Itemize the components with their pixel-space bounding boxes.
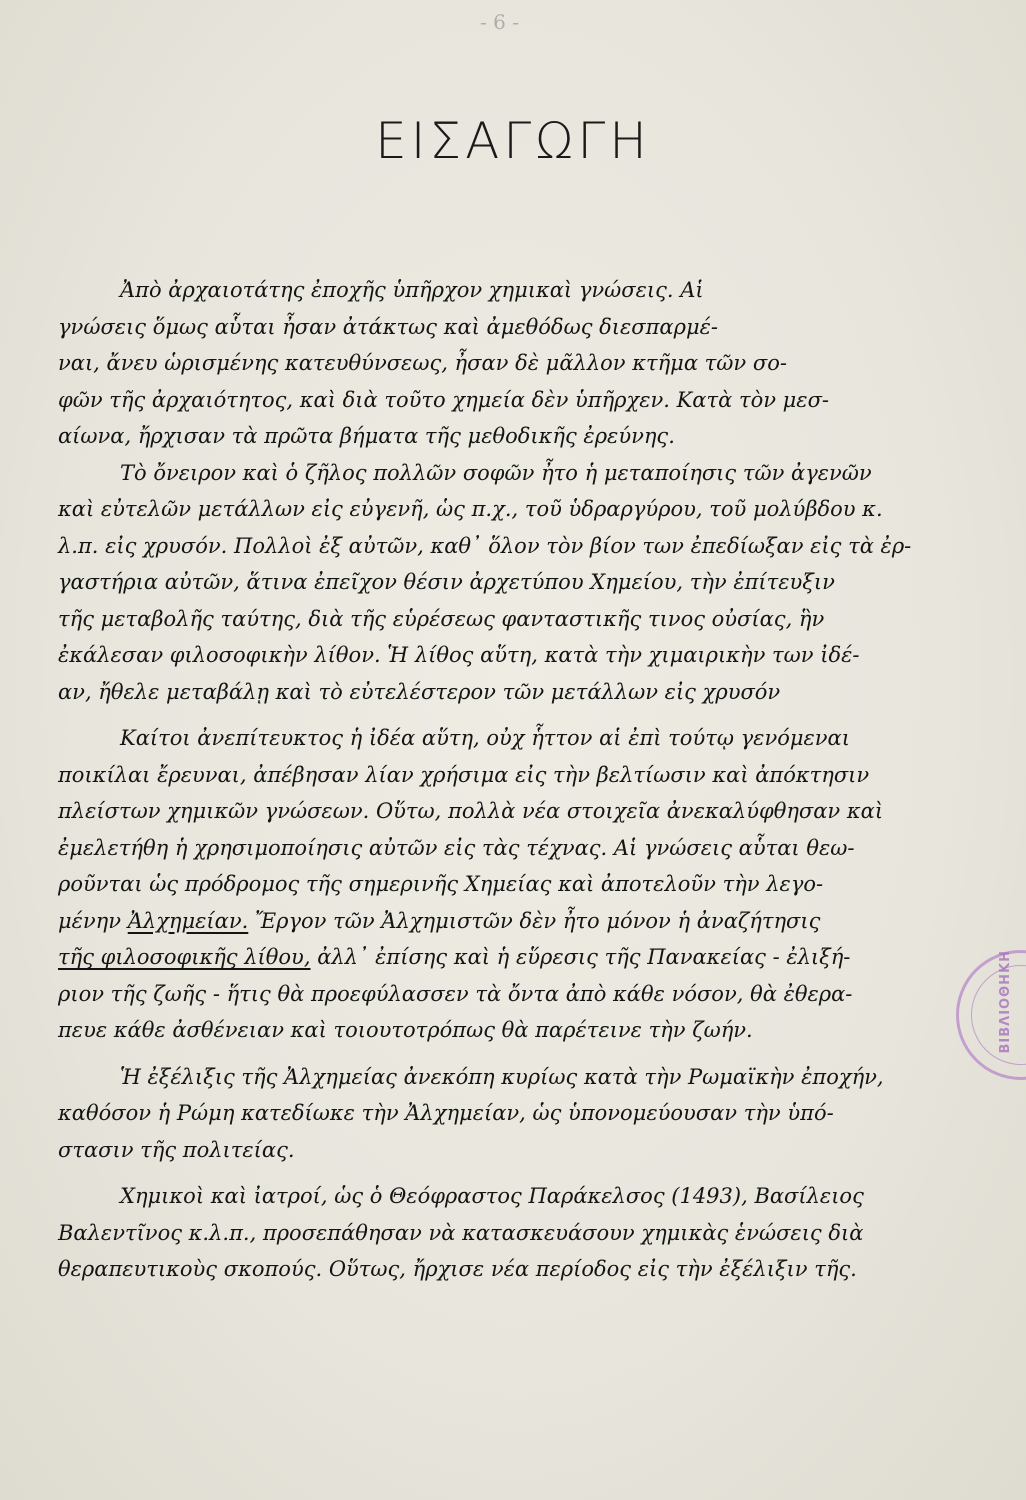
text-line xyxy=(58,903,978,940)
text-line: ριον τῆς ζωῆς - ἥτις θὰ προεφύλασσεν τὰ ὄντα ἀπὸ κάθε νόσον, θὰ ἐθερα- xyxy=(58,981,853,1006)
text-line: καθόσον ἡ Ρώμη κατεδίωκε τὴν Ἀλχημείαν, ὡς ὑπονομεύουσαν τὴν ὑπό- xyxy=(58,1101,834,1125)
text-line: αίωνα, ἤρχισαν τὰ πρῶτα βήματα τῆς μεθοδικῆς ἐρεύνης. xyxy=(58,424,675,448)
text-line: ἐμελετήθη ἡ χρησιμοποίησις αὐτῶν εἰς τὰς τέχνας. Αἱ γνώσεις αὗται θεω- xyxy=(58,835,855,860)
text-line: καὶ εὐτελῶν μετάλλων εἰς εὐγενῆ, ὡς π.χ., τοῦ ὑδραργύρου, τοῦ μολύβδου κ. xyxy=(58,497,883,521)
text-line: Ἡ ἐξέλιξις τῆς Ἀλχημείας ἀνεκόπη κυρίως κατὰ τὴν Ρωμαϊκὴν ἐποχήν, xyxy=(120,1064,884,1089)
underlined-term: τῆς φιλοσοφικῆς λίθου, xyxy=(58,945,311,969)
text-line: ποικίλαι ἔρευναι, ἀπέβησαν λίαν χρήσιμα εἰς τὴν βελτίωσιν καὶ ἀπόκτησιν xyxy=(58,762,870,787)
handwritten-body xyxy=(58,272,978,1288)
text-line: Χημικοὶ καὶ ἰατροί, ὡς ὁ Θεόφραστος Παράκελσος (1493), Βασίλειος xyxy=(120,1184,864,1208)
text-line: ναι, ἄνευ ὡρισμένης κατευθύνσεως, ἦσαν δὲ μᾶλλον κτῆμα τῶν σο- xyxy=(58,351,787,375)
text-fragment: μένην xyxy=(58,908,128,933)
text-fragment: Ἔργον τῶν Ἀλχημιστῶν δὲν ἦτο μόνον ἡ ἀναζήτησις xyxy=(248,908,821,933)
text-line: φῶν τῆς ἀρχαιότητος, καὶ διὰ τοῦτο χημεία δὲν ὑπῆρχεν. Κατὰ τὸν μεσ- xyxy=(58,387,830,412)
text-line: γνώσεις ὅμως αὗται ἦσαν ἀτάκτως καὶ ἀμεθόδως διεσπαρμέ- xyxy=(58,314,718,339)
text-line: θεραπευτικοὺς σκοπούς. Οὕτως, ἤρχισε νέα περίοδος εἰς τὴν ἐξέλιξιν τῆς. xyxy=(58,1257,857,1281)
text-line: πλείστων χημικῶν γνώσεων. Οὕτω, πολλὰ νέα στοιχεῖα ἀνεκαλύφθησαν καὶ xyxy=(58,799,884,823)
text-line: αν, ἤθελε μεταβάλῃ καὶ τὸ εὐτελέστερον τῶν μετάλλων εἰς χρυσόν xyxy=(58,679,781,704)
page-number: - 6 - xyxy=(480,10,519,34)
text-line: στασιν τῆς πολιτείας. xyxy=(58,1137,295,1162)
library-stamp-text: ΒΙΒΛΙΟΘΗΚΗ xyxy=(998,950,1013,1054)
text-line: πευε κάθε ἀσθένειαν καὶ τοιουτοτρόπως θὰ παρέτεινε τὴν ζωήν. xyxy=(58,1018,753,1042)
text-line: τῆς μεταβολῆς ταύτης, διὰ τῆς εὑρέσεως φανταστικῆς τινος οὐσίας, ἣν xyxy=(58,606,825,631)
page-title: ΕΙΣΑΓΩΓΗ xyxy=(375,112,651,170)
text-line: λ.π. εἰς χρυσόν. Πολλοὶ ἐξ αὐτῶν, καθ᾽ ὅλον τὸν βίον των ἐπεδίωξαν εἰς τὰ ἐρ- xyxy=(58,533,912,558)
text-line: Βαλεντῖνος κ.λ.π., προσεπάθησαν νὰ κατασκευάσουν χημικὰς ἑνώσεις διὰ xyxy=(58,1220,864,1245)
text-line: Καίτοι ἀνεπίτευκτος ἡ ἰδέα αὕτη, οὐχ ἧττον αἱ ἐπὶ τούτῳ γενόμεναι xyxy=(120,726,850,750)
text-line: Ἀπὸ ἀρχαιοτάτης ἐποχῆς ὑπῆρχον χημικαὶ γνώσεις. Αἱ xyxy=(120,278,704,302)
text-line: γαστήρια αὐτῶν, ἅτινα ἐπεῖχον θέσιν ἀρχετύπου Χημείου, τὴν ἐπίτευξιν xyxy=(58,570,835,594)
text-line: ἐκάλεσαν φιλοσοφικὴν λίθον. Ἡ λίθος αὕτη, κατὰ τὴν χιμαιρικὴν των ἰδέ- xyxy=(58,643,860,667)
text-fragment: ἀλλ᾽ ἐπίσης καὶ ἡ εὕρεσις τῆς Πανακείας - ἐλιξή- xyxy=(310,945,851,969)
text-line: ροῦνται ὡς πρόδρομος τῆς σημερινῆς Χημείας καὶ ἀποτελοῦν τὴν λεγο- xyxy=(58,872,824,896)
underlined-term: Ἀλχημείαν. xyxy=(127,908,249,933)
text-line xyxy=(58,939,978,976)
text-line: Τὸ ὄνειρον καὶ ὁ ζῆλος πολλῶν σοφῶν ἦτο ἡ μεταποίησις τῶν ἀγενῶν xyxy=(120,460,872,485)
